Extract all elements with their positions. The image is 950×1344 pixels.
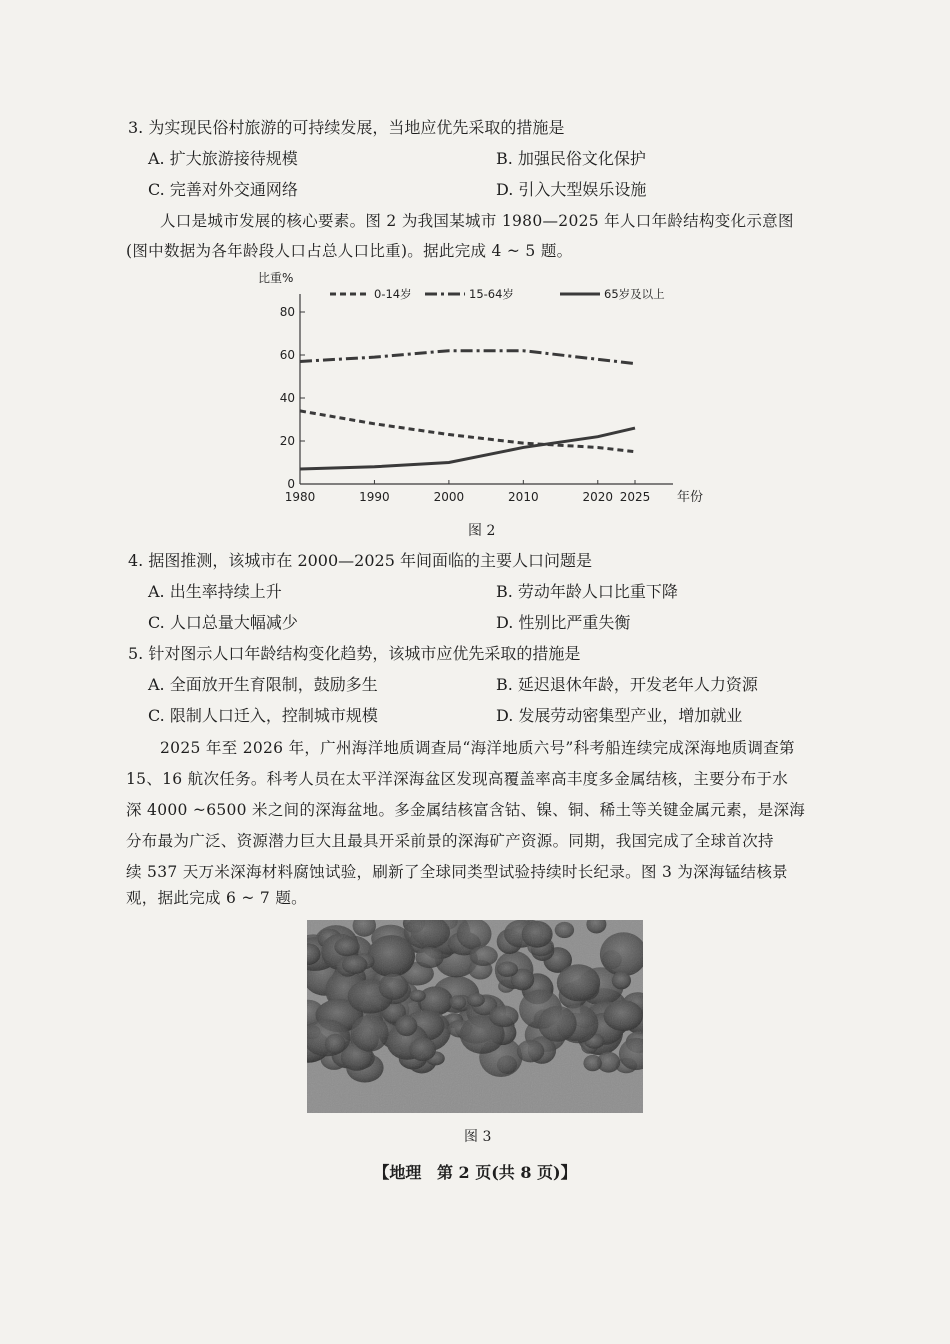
question-5-option-c: C. 限制人口迁入，控制城市规模 — [148, 706, 378, 725]
figure-3-caption: 图 3 — [464, 1129, 492, 1145]
y-tick-label: 80 — [279, 305, 295, 319]
question-3-option-b: B. 加强民俗文化保护 — [496, 149, 646, 168]
footer-subject: 【地理 — [373, 1163, 422, 1182]
question-5-option-a: A. 全面放开生育限制，鼓励多生 — [148, 675, 378, 694]
question-4-option-c: C. 人口总量大幅减少 — [148, 613, 298, 632]
y-tick-label: 20 — [279, 434, 295, 448]
intro-paragraph-line: 2025 年至 2026 年，广州海洋地质调查局“海洋地质六号”科考船连续完成深海地质调查第 — [160, 739, 795, 757]
series-line-65岁及以上 — [300, 428, 635, 469]
legend-label: 65岁及以上 — [604, 287, 665, 301]
intro-paragraph-line: (图中数据为各年龄段人口占总人口比重)。据此完成 4 ~ 5 题。 — [126, 242, 573, 260]
intro-paragraph-line: 分布最为广泛、资源潜力巨大且最具开采前景的深海矿产资源。同期，我国完成了全球首次持 — [126, 832, 774, 850]
x-tick-label: 1990 — [359, 490, 390, 504]
y-tick-label: 60 — [279, 348, 295, 362]
population-line-chart — [240, 262, 710, 522]
question-3-option-d: D. 引入大型娱乐设施 — [496, 180, 647, 199]
question-5-option-b: B. 延迟退休年龄，开发老年人力资源 — [496, 675, 758, 694]
footer-page-number: 第 2 页(共 8 页)】 — [436, 1163, 577, 1182]
x-tick-label: 2000 — [433, 490, 465, 504]
figure-2-caption: 图 2 — [468, 523, 496, 539]
y-tick-label: 0 — [287, 477, 295, 491]
manganese-nodule-photo — [307, 920, 643, 1113]
y-axis-title: 比重% — [258, 271, 294, 285]
page-footer — [0, 1160, 950, 1183]
intro-paragraph-line: 人口是城市发展的核心要素。图 2 为我国某城市 1980—2025 年人口年龄结构变化示意图 — [160, 212, 794, 230]
question-4-option-b: B. 劳动年龄人口比重下降 — [496, 582, 678, 601]
x-axis-title: 年份 — [677, 490, 704, 505]
intro-paragraph-line: 续 537 天万米深海材料腐蚀试验，刷新了全球同类型试验持续时长纪录。图 3 为深海锰结核景 — [126, 863, 788, 881]
legend-label: 0-14岁 — [374, 287, 412, 301]
x-tick-label: 2010 — [508, 490, 539, 504]
question-3-stem: 3. 为实现民俗村旅游的可持续发展，当地应优先采取的措施是 — [128, 118, 565, 137]
intro-paragraph-line: 15、16 航次任务。科考人员在太平洋深海盆区发现高覆盖率高丰度多金属结核，主要分布于水 — [126, 770, 789, 788]
question-5-option-d: D. 发展劳动密集型产业，增加就业 — [496, 706, 743, 725]
series-line-15-64岁 — [300, 351, 635, 364]
question-4-option-a: A. 出生率持续上升 — [148, 582, 282, 601]
x-tick-label: 2025 — [619, 490, 651, 504]
question-3-option-c: C. 完善对外交通网络 — [148, 180, 298, 199]
y-tick-label: 40 — [279, 391, 295, 405]
intro-paragraph-line: 深 4000 ~6500 米之间的深海盆地。多金属结核富含钴、镍、铜、稀土等关键金属元素，是深海 — [126, 801, 806, 819]
question-5-stem: 5. 针对图示人口年龄结构变化趋势，该城市应优先采取的措施是 — [128, 644, 581, 663]
legend-label: 15-64岁 — [469, 287, 514, 301]
series-line-0-14岁 — [300, 411, 635, 452]
x-tick-label: 2020 — [582, 490, 614, 504]
question-3-option-a: A. 扩大旅游接待规模 — [148, 149, 298, 168]
x-tick-label: 1980 — [284, 490, 316, 504]
question-4-stem: 4. 据图推测，该城市在 2000—2025 年间面临的主要人口问题是 — [128, 551, 592, 570]
question-4-option-d: D. 性别比严重失衡 — [496, 613, 631, 632]
intro-paragraph-line: 观，据此完成 6 ~ 7 题。 — [126, 889, 307, 907]
